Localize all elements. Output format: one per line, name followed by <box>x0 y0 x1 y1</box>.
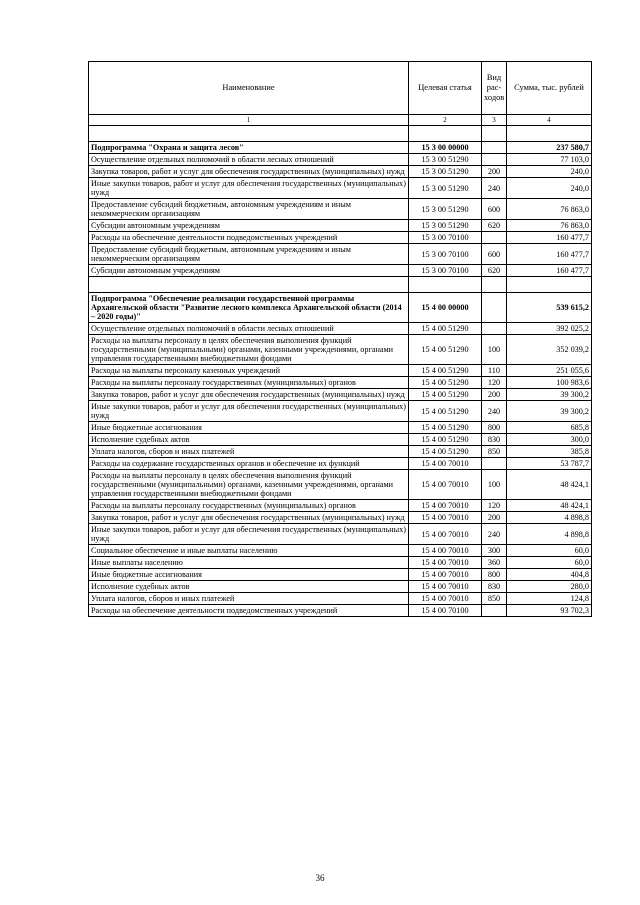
row-amount: 93 702,3 <box>507 605 592 617</box>
row-amount: 160 477,7 <box>507 265 592 277</box>
table-row <box>89 470 592 500</box>
row-expense-type: 300 <box>482 545 507 557</box>
row-name: Предоставление субсидий бюджетным, автономным учреждениям и иным некоммерческим организациям <box>89 244 409 265</box>
row-amount: 251 055,6 <box>507 365 592 377</box>
header-name: Наименование <box>89 62 409 115</box>
row-expense-type: 200 <box>482 166 507 178</box>
row-amount: 160 477,7 <box>507 232 592 244</box>
row-code: 15 3 00 51290 <box>409 166 482 178</box>
row-name: Расходы на содержание государственных органов и обеспечение их функций <box>89 458 409 470</box>
row-amount: 392 025,2 <box>507 323 592 335</box>
empty-cell <box>409 126 482 142</box>
row-expense-type: 240 <box>482 524 507 545</box>
row-amount: 4 898,8 <box>507 512 592 524</box>
row-name: Иные закупки товаров, работ и услуг для обеспечения государственных (муниципальных) нужд <box>89 401 409 422</box>
empty-cell <box>507 126 592 142</box>
table-row <box>89 458 592 470</box>
row-code: 15 4 00 51290 <box>409 446 482 458</box>
row-name: Исполнение судебных актов <box>89 581 409 593</box>
row-amount: 124,8 <box>507 593 592 605</box>
row-amount: 160 477,7 <box>507 244 592 265</box>
row-name: Предоставление субсидий бюджетным, автономным учреждениям и иным некоммерческим организациям <box>89 199 409 220</box>
table-row <box>89 581 592 593</box>
row-name: Расходы на обеспечение деятельности подведомственных учреждений <box>89 605 409 617</box>
row-name: Иные бюджетные ассигнования <box>89 569 409 581</box>
row-amount: 404,8 <box>507 569 592 581</box>
empty-cell <box>482 277 507 293</box>
row-code: 15 4 00 51290 <box>409 389 482 401</box>
row-amount: 60,0 <box>507 545 592 557</box>
column-number: 1 <box>89 115 409 126</box>
row-name: Уплата налогов, сборов и иных платежей <box>89 446 409 458</box>
column-number: 4 <box>507 115 592 126</box>
row-amount: 60,0 <box>507 557 592 569</box>
row-code: 15 4 00 70010 <box>409 581 482 593</box>
row-name: Субсидии автономным учреждениям <box>89 265 409 277</box>
row-expense-type <box>482 154 507 166</box>
row-expense-type: 600 <box>482 244 507 265</box>
table-row <box>89 166 592 178</box>
row-code: 15 3 00 51290 <box>409 220 482 232</box>
table-header-row <box>89 62 592 115</box>
row-expense-type: 360 <box>482 557 507 569</box>
row-amount: 76 863,0 <box>507 220 592 232</box>
table-row <box>89 365 592 377</box>
row-code: 15 4 00 51290 <box>409 365 482 377</box>
row-name: Осуществление отдельных полномочий в области лесных отношений <box>89 154 409 166</box>
row-name: Иные закупки товаров, работ и услуг для обеспечения государственных (муниципальных) нужд <box>89 524 409 545</box>
row-expense-type: 850 <box>482 446 507 458</box>
table-row <box>89 142 592 154</box>
row-name: Закупка товаров, работ и услуг для обеспечения государственных (муниципальных) нужд <box>89 512 409 524</box>
row-code: 15 4 00 51290 <box>409 335 482 365</box>
row-amount: 77 103,0 <box>507 154 592 166</box>
row-amount: 76 863,0 <box>507 199 592 220</box>
row-code: 15 3 00 70100 <box>409 244 482 265</box>
row-amount: 300,0 <box>507 434 592 446</box>
row-name: Уплата налогов, сборов и иных платежей <box>89 593 409 605</box>
empty-cell <box>409 277 482 293</box>
row-code: 15 4 00 70010 <box>409 557 482 569</box>
row-expense-type: 830 <box>482 434 507 446</box>
row-code: 15 4 00 70100 <box>409 605 482 617</box>
row-amount: 685,8 <box>507 422 592 434</box>
table-row <box>89 446 592 458</box>
row-name: Подпрограмма "Обеспечение реализации государственной программы Архангельской области "Развитие лесного комплекса Архангельской области (2014 – 2020 годы)" <box>89 293 409 323</box>
row-name: Субсидии автономным учреждениям <box>89 220 409 232</box>
spacer-row <box>89 126 592 142</box>
row-expense-type: 800 <box>482 422 507 434</box>
row-code: 15 3 00 70100 <box>409 265 482 277</box>
row-name: Осуществление отдельных полномочий в области лесных отношений <box>89 323 409 335</box>
row-amount: 4 898,8 <box>507 524 592 545</box>
row-amount: 48 424,1 <box>507 500 592 512</box>
table-row <box>89 323 592 335</box>
row-name: Расходы на обеспечение деятельности подведомственных учреждений <box>89 232 409 244</box>
row-code: 15 3 00 51290 <box>409 199 482 220</box>
table-row <box>89 335 592 365</box>
empty-cell <box>89 277 409 293</box>
row-code: 15 4 00 70010 <box>409 458 482 470</box>
row-code: 15 3 00 70100 <box>409 232 482 244</box>
table-row <box>89 265 592 277</box>
row-amount: 48 424,1 <box>507 470 592 500</box>
row-amount: 39 300,2 <box>507 389 592 401</box>
row-code: 15 3 00 51290 <box>409 178 482 199</box>
row-expense-type: 620 <box>482 265 507 277</box>
row-name: Исполнение судебных актов <box>89 434 409 446</box>
row-code: 15 4 00 70010 <box>409 524 482 545</box>
row-amount: 100 983,6 <box>507 377 592 389</box>
row-code: 15 4 00 51290 <box>409 323 482 335</box>
header-kind: Вид рас-ходов <box>482 62 507 115</box>
table-row <box>89 178 592 199</box>
row-expense-type: 850 <box>482 593 507 605</box>
row-code: 15 4 00 70010 <box>409 512 482 524</box>
row-expense-type: 240 <box>482 401 507 422</box>
row-expense-type: 830 <box>482 581 507 593</box>
row-expense-type <box>482 605 507 617</box>
table-row <box>89 244 592 265</box>
row-expense-type: 600 <box>482 199 507 220</box>
row-name: Иные бюджетные ассигнования <box>89 422 409 434</box>
table-row <box>89 512 592 524</box>
row-name: Расходы на выплаты персоналу государственных (муниципальных) органов <box>89 500 409 512</box>
table-row <box>89 500 592 512</box>
row-name: Социальное обеспечение и иные выплаты населению <box>89 545 409 557</box>
table-row <box>89 557 592 569</box>
table-row <box>89 220 592 232</box>
row-code: 15 4 00 70010 <box>409 593 482 605</box>
row-code: 15 4 00 51290 <box>409 434 482 446</box>
row-amount: 280,0 <box>507 581 592 593</box>
table-row <box>89 569 592 581</box>
row-code: 15 4 00 00000 <box>409 293 482 323</box>
row-expense-type: 100 <box>482 335 507 365</box>
row-expense-type <box>482 142 507 154</box>
row-amount: 53 787,7 <box>507 458 592 470</box>
empty-cell <box>482 126 507 142</box>
row-amount: 352 039,2 <box>507 335 592 365</box>
column-number-row <box>89 115 592 126</box>
header-sum: Сумма, тыс. рублей <box>507 62 592 115</box>
row-expense-type: 120 <box>482 377 507 389</box>
table-row <box>89 545 592 557</box>
table-row <box>89 593 592 605</box>
empty-cell <box>89 126 409 142</box>
row-amount: 240,0 <box>507 166 592 178</box>
page-number: 36 <box>315 873 325 883</box>
row-code: 15 4 00 51290 <box>409 422 482 434</box>
row-amount: 237 580,7 <box>507 142 592 154</box>
column-number: 2 <box>409 115 482 126</box>
table-row <box>89 199 592 220</box>
row-expense-type: 620 <box>482 220 507 232</box>
empty-cell <box>507 277 592 293</box>
table-row <box>89 293 592 323</box>
row-expense-type <box>482 293 507 323</box>
table-row <box>89 605 592 617</box>
row-name: Расходы на выплаты персоналу государственных (муниципальных) органов <box>89 377 409 389</box>
row-name: Иные закупки товаров, работ и услуг для обеспечения государственных (муниципальных) нужд <box>89 178 409 199</box>
row-name: Подпрограмма "Охрана и защита лесов" <box>89 142 409 154</box>
header-target: Целевая статья <box>409 62 482 115</box>
row-code: 15 3 00 51290 <box>409 154 482 166</box>
row-name: Расходы на выплаты персоналу в целях обеспечения выполнения функций государственными (муниципальными) органами, казенными учреждениями, органами управления государственными внебюджетными фондами <box>89 470 409 500</box>
row-amount: 39 300,2 <box>507 401 592 422</box>
table-row <box>89 154 592 166</box>
row-expense-type: 110 <box>482 365 507 377</box>
row-code: 15 4 00 70010 <box>409 470 482 500</box>
row-amount: 240,0 <box>507 178 592 199</box>
table-row <box>89 232 592 244</box>
row-expense-type <box>482 458 507 470</box>
row-code: 15 4 00 70010 <box>409 545 482 557</box>
row-expense-type: 100 <box>482 470 507 500</box>
row-amount: 385,8 <box>507 446 592 458</box>
row-name: Расходы на выплаты персоналу казенных учреждений <box>89 365 409 377</box>
budget-table <box>88 61 592 617</box>
row-expense-type: 120 <box>482 500 507 512</box>
row-name: Закупка товаров, работ и услуг для обеспечения государственных (муниципальных) нужд <box>89 389 409 401</box>
row-code: 15 4 00 51290 <box>409 401 482 422</box>
row-code: 15 4 00 70010 <box>409 500 482 512</box>
column-number: 3 <box>482 115 507 126</box>
row-expense-type: 200 <box>482 512 507 524</box>
row-expense-type <box>482 232 507 244</box>
row-name: Иные выплаты населению <box>89 557 409 569</box>
spacer-row <box>89 277 592 293</box>
row-expense-type <box>482 323 507 335</box>
row-expense-type: 800 <box>482 569 507 581</box>
row-code: 15 4 00 70010 <box>409 569 482 581</box>
table-row <box>89 434 592 446</box>
row-code: 15 4 00 51290 <box>409 377 482 389</box>
table-row <box>89 377 592 389</box>
row-name: Расходы на выплаты персоналу в целях обеспечения выполнения функций государственными (муниципальными) органами, казенными учреждениями, органами управления государственными внебюджетными фондами <box>89 335 409 365</box>
table-row <box>89 422 592 434</box>
row-amount: 539 615,2 <box>507 293 592 323</box>
row-expense-type: 200 <box>482 389 507 401</box>
table-row <box>89 524 592 545</box>
table-row <box>89 389 592 401</box>
row-code: 15 3 00 00000 <box>409 142 482 154</box>
row-expense-type: 240 <box>482 178 507 199</box>
table-row <box>89 401 592 422</box>
row-name: Закупка товаров, работ и услуг для обеспечения государственных (муниципальных) нужд <box>89 166 409 178</box>
